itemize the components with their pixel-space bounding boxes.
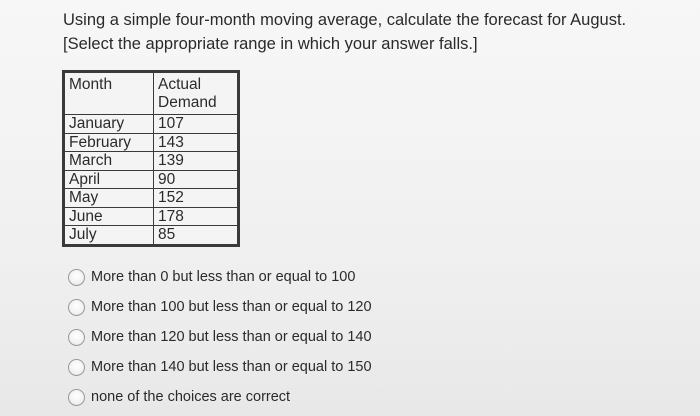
- table-header-row: [65, 73, 238, 115]
- demand-cell: 139: [154, 152, 238, 171]
- answer-option-label: More than 120 but less than or equal to 140: [91, 329, 372, 345]
- answer-option-1[interactable]: [68, 262, 372, 292]
- radio-button-5[interactable]: [68, 389, 85, 406]
- month-cell: January: [65, 115, 154, 134]
- demand-cell: 152: [154, 189, 238, 208]
- demand-cell: 178: [154, 207, 238, 226]
- header-month: Month: [65, 73, 154, 115]
- demand-cell: 85: [154, 226, 238, 245]
- table-row: [65, 152, 238, 171]
- month-cell: March: [65, 152, 154, 171]
- answer-option-label: none of the choices are correct: [91, 389, 291, 405]
- answer-option-4[interactable]: [68, 352, 372, 382]
- table-row: [65, 133, 238, 152]
- radio-button-4[interactable]: [68, 359, 85, 376]
- month-cell: April: [65, 170, 154, 189]
- answer-options: [68, 262, 372, 412]
- demand-table: [64, 72, 238, 245]
- question-text: Using a simple four-month moving average, calculate the forecast for August. [Select the appropriate range in which your answer falls.]: [63, 11, 627, 53]
- month-cell: June: [65, 207, 154, 226]
- answer-option-3[interactable]: [68, 322, 372, 352]
- table-row: [65, 170, 238, 189]
- radio-button-2[interactable]: [68, 299, 85, 316]
- table-row: [65, 189, 238, 208]
- radio-button-3[interactable]: [68, 329, 85, 346]
- table-row: [65, 226, 238, 245]
- table-row: [65, 115, 238, 134]
- month-cell: February: [65, 133, 154, 152]
- answer-option-2[interactable]: [68, 292, 372, 322]
- demand-cell: 107: [154, 115, 238, 134]
- header-actual-demand: Actual Demand: [154, 73, 238, 115]
- answer-option-label: More than 100 but less than or equal to 120: [91, 299, 372, 315]
- radio-button-1[interactable]: [68, 269, 85, 286]
- answer-option-label: More than 0 but less than or equal to 100: [91, 269, 356, 285]
- table-row: [65, 207, 238, 226]
- month-cell: May: [65, 189, 154, 208]
- demand-cell: 143: [154, 133, 238, 152]
- answer-option-label: More than 140 but less than or equal to 150: [91, 359, 372, 375]
- month-cell: July: [65, 226, 154, 245]
- demand-cell: 90: [154, 170, 238, 189]
- answer-option-5[interactable]: [68, 382, 372, 412]
